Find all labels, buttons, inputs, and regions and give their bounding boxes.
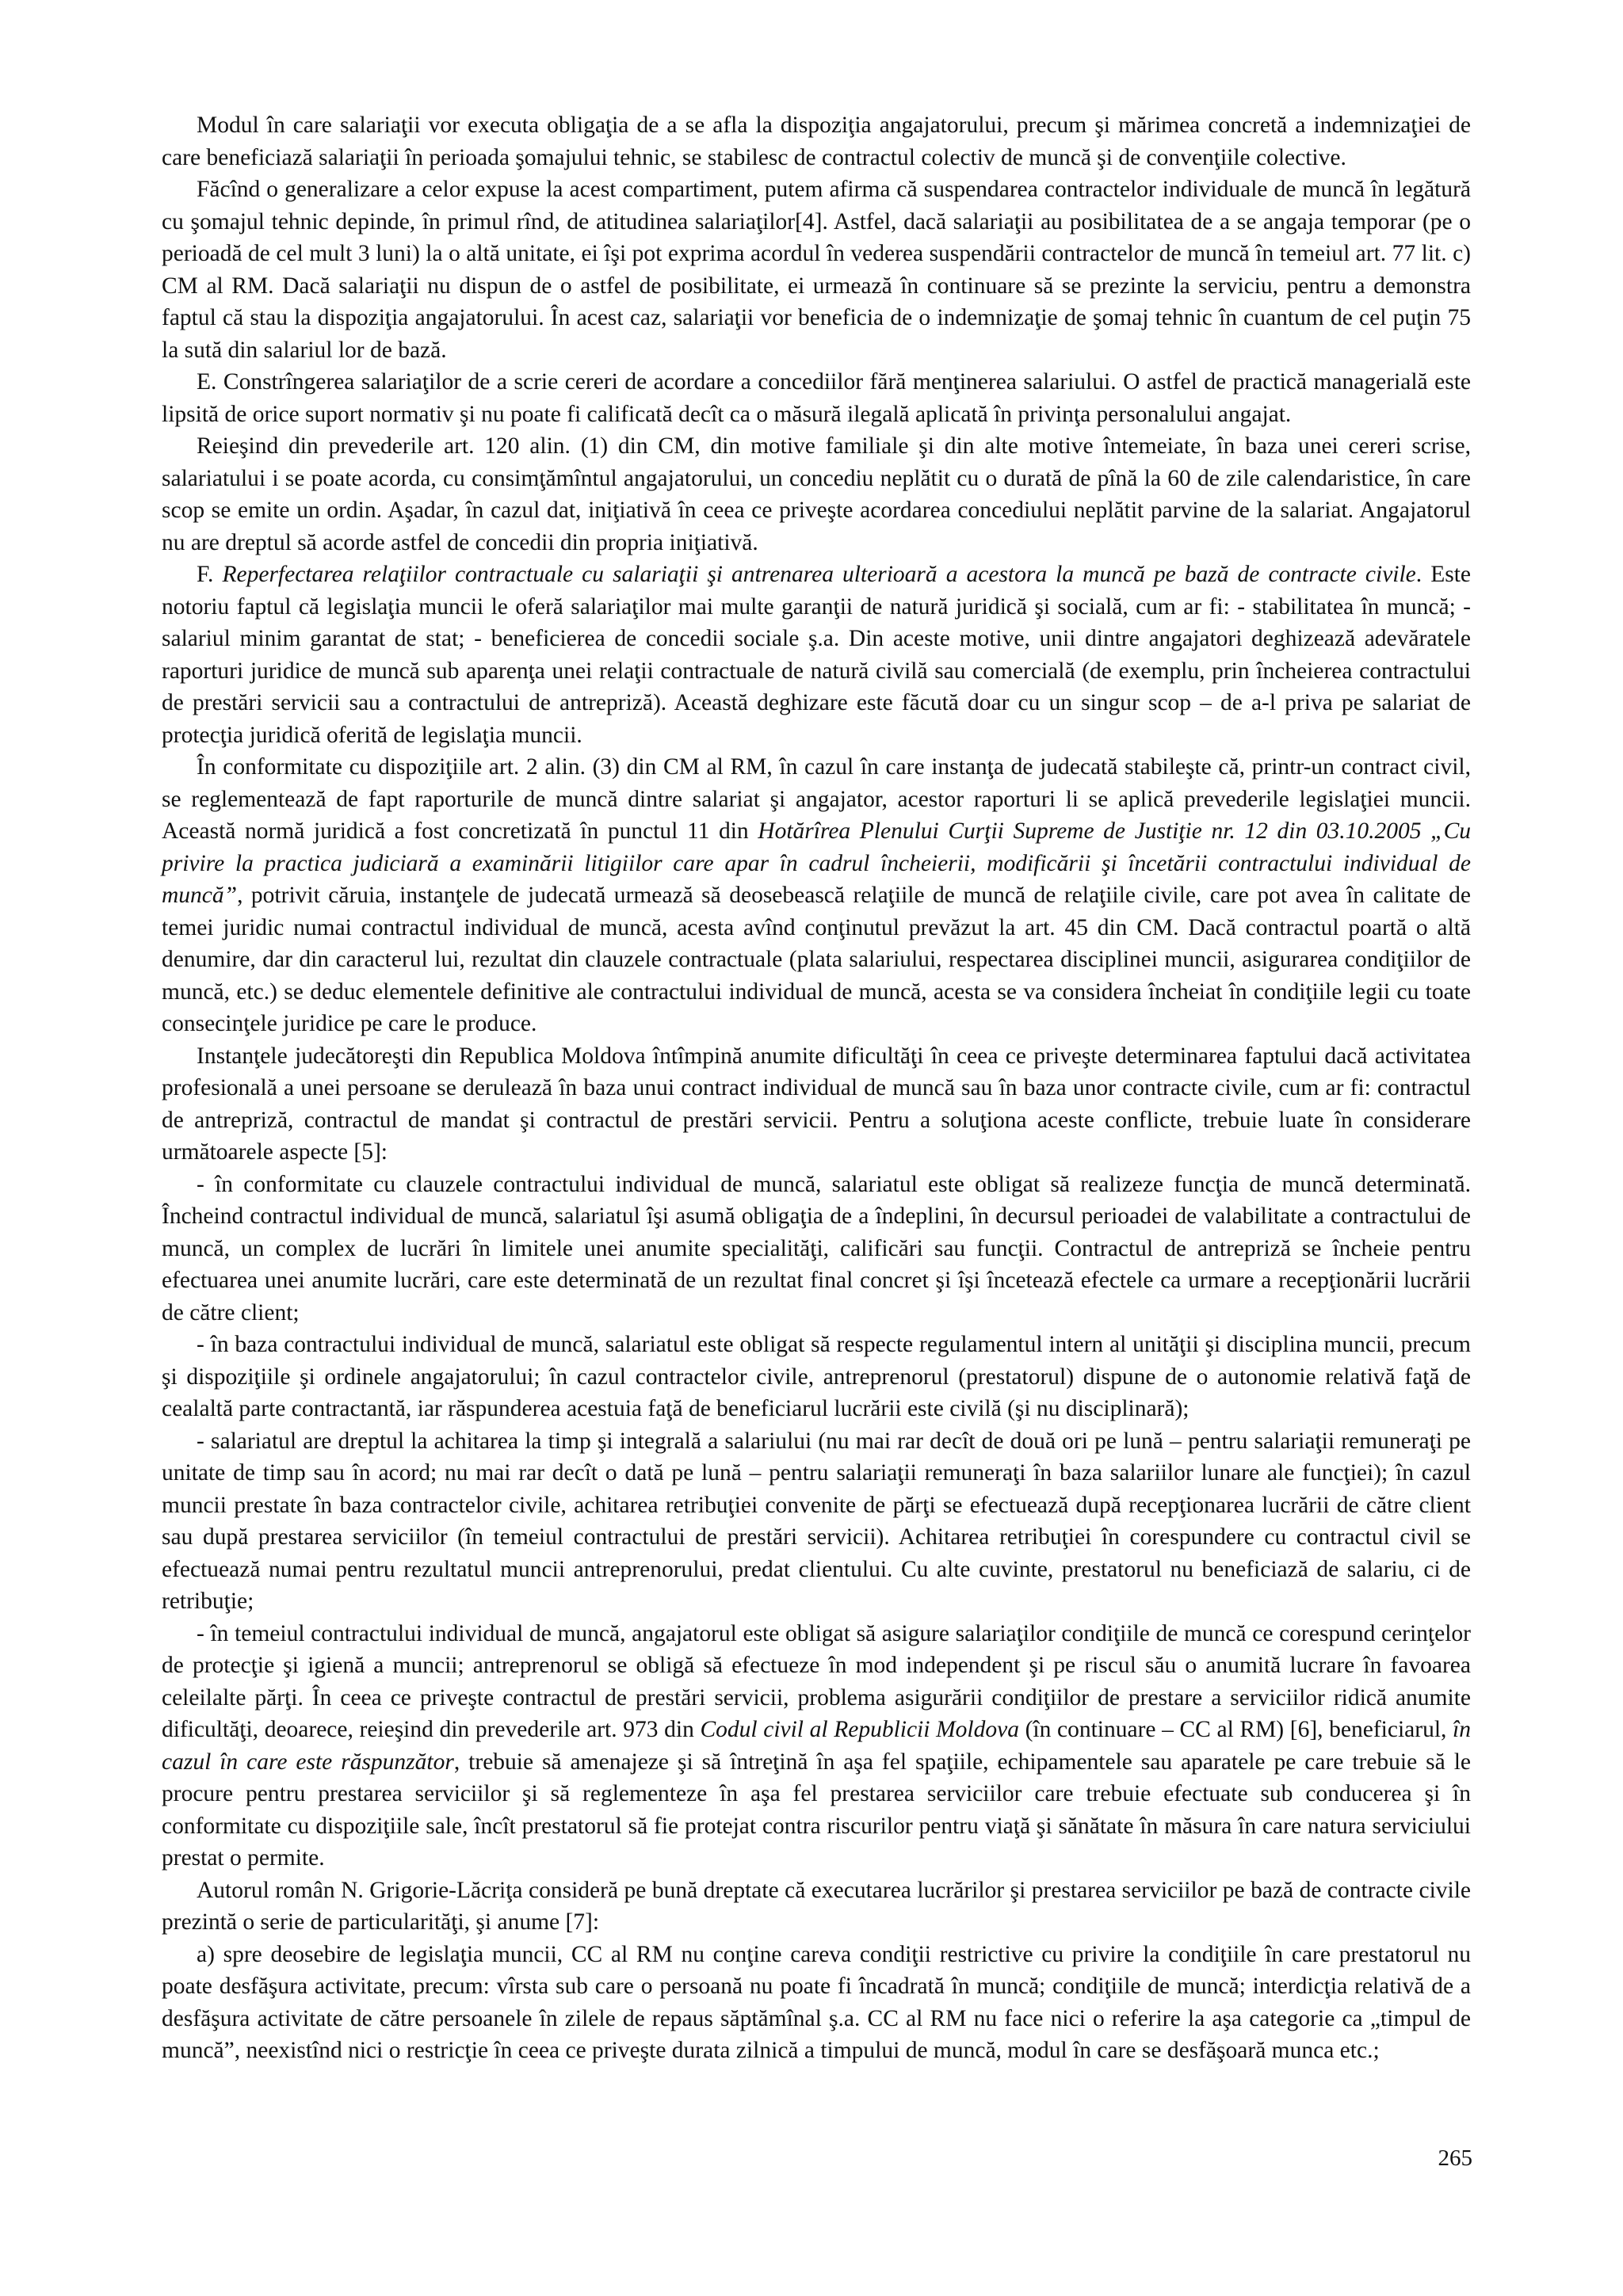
paragraph-1 (162, 109, 1471, 174)
paragraph-8 (162, 1169, 1471, 1329)
paragraph-7 (162, 1040, 1471, 1169)
paragraph-italic-heading: Reperfectarea relaţiilor contractuale cu salariaţii şi antrenarea ulterioară a acestora la muncă pe bază de contracte civile (222, 562, 1416, 587)
paragraph-text: , trebuie să amenajeze şi să întreţină în aşa fel spaţiile, echipamentele sau aparatele pe care trebuie să le procure pentru prestarea serviciilor şi să reglementeze în aşa fel prestarea serviciilor care trebuie efectuate sub conducerea şi în conformitate cu dispoziţiile sale, încît prestatorul să fie protejat contra riscurilor pentru viaţă şi sănătate în măsura în care natura serviciului prestat o permite. (162, 1749, 1471, 1871)
paragraph-3 (162, 366, 1471, 430)
paragraph-text: - salariatul are dreptul la achitarea la timp şi integrală a salariului (nu mai rar decît de două ori pe lună – pentru salariaţii remuneraţi pe unitate de timp sau în acord; nu mai rar decît o dată pe lună – pentru salariaţii remuneraţi în baza salariilor lunare ale funcţiei); în cazul muncii prestate în baza contractelor civile, achitarea retribuţiei convenite de părţi se efectuează după recepţionarea lucrării de către client sau după prestarea serviciilor (în temeiul contractului de prestări servicii). Achitarea retribuţiei în corespundere cu contractul civil se efectuează numai pentru rezultatul muncii antreprenorului, predat clientului. Cu alte cuvinte, prestatorul nu beneficiază de salariu, ci de retribuţie; (162, 1428, 1471, 1614)
paragraph-text: E. Constrîngerea salariaţilor de a scrie cereri de acordare a concediilor fără menţinerea salariului. O astfel de practică managerială este lipsită de orice suport normativ şi nu poate fi calificată decît ca o măsură ilegală aplicată în privinţa personalului angajat. (162, 369, 1471, 427)
paragraph-lead: - în temeiul contractului individual de muncă, angajatorul este obligat să asigure salariaţilor condiţiile de muncă ce corespund cerinţelor de protecţie şi igienă a muncii; antreprenorul se obligă să efectueze în mod independent şi pe riscul său o anumită lucrare în favoarea celeilalte părţi. În ceea ce priveşte contractul de prestări servicii, problema asigurării condiţiilor de prestare a serviciilor ridică anumite dificultăţi, deoarece, reieşind din prevederile art. 973 din (162, 1620, 1471, 1742)
paragraph-text: Făcînd o generalizare a celor expuse la acest compartiment, putem afirma că suspendarea contractelor individuale de muncă în legătură cu şomajul tehnic depinde, în primul rînd, de atitudinea salariaţilor[4]. Astfel, dacă salariaţii au posibilitatea de a se angaja temporar (pe o perioadă de cel mult 3 luni) la o altă unitate, ei îşi pot exprima acordul în vederea suspendării contractelor de muncă în temeiul art. 77 lit. c) CM al RM. Dacă salariaţii nu dispun de o astfel de posibilitate, ei urmează în continuare să se prezinte la serviciu, pentru a demonstra faptul că stau la dispoziţia angajatorului. În acest caz, salariaţii vor beneficia de o indemnizaţie de şomaj tehnic în cuantum de cel puţin 75 la sută din salariul lor de bază. (162, 177, 1471, 363)
document-body (162, 109, 1471, 2067)
paragraph-2 (162, 174, 1471, 366)
paragraph-12 (162, 1875, 1471, 1939)
paragraph-text: Modul în care salariaţii vor executa obligaţia de a se afla la dispoziţia angajatorului, precum şi mărimea concretă a indemnizaţiei de care beneficiază salariaţii în perioada şomajului tehnic, se stabilesc de contractul colectiv de muncă şi de convenţiile colective. (162, 113, 1471, 170)
citation-italic: Codul civil al Republicii Moldova (700, 1717, 1019, 1742)
paragraph-10 (162, 1425, 1471, 1618)
paragraph-4 (162, 430, 1471, 559)
paragraph-middle: (în continuare – CC al RM) [6], beneficiarul, (1018, 1717, 1453, 1742)
paragraph-lead: În conformitate cu dispoziţiile art. 2 alin. (3) din CM al RM, în cazul în care instanţa de judecată stabileşte că, printr-un contract civil, se reglementează de fapt raporturile de muncă dintre salariat şi angajator, acestor raporturi li se aplică prevederile legislaţiei muncii. Această normă juridică a fost concretizată în punctul 11 din (162, 754, 1471, 844)
emphasis-italic: în cazul în care este răspunzător (162, 1717, 1471, 1775)
paragraph-text: Reieşind din prevederile art. 120 alin. (1) din CM, din motive familiale şi din alte motive întemeiate, în baza unei cereri scrise, salariatului i se poate acorda, cu consimţămîntul angajatorului, un concediu neplătit cu o durată de pînă la 60 de zile calendaristice, în care scop se emite un ordin. Aşadar, în cazul dat, iniţiativă în ceea ce priveşte acordarea concediului neplătit parvine de la salariat. Angajatorul nu are dreptul să acorde astfel de concedii din propria iniţiativă. (162, 433, 1471, 555)
paragraph-text: Autorul român N. Grigorie-Lăcriţa consideră pe bună dreptate că executarea lucrărilor şi prestarea serviciilor pe bază de contracte civile prezintă o serie de particularităţi, şi anume [7]: (162, 1877, 1471, 1935)
paragraph-text: a) spre deosebire de legislaţia muncii, CC al RM nu conţine careva condiţii restrictive cu privire la condiţiile în care prestatorul nu poate desfăşura activitate, precum: vîrsta sub care o persoană nu poate fi încadrată în muncă; condiţiile de muncă; interdicţia relativă de a desfăşura activitate de către persoanele în zilele de repaus săptămînal ş.a. CC al RM nu face nici o referire la aşa categorie ca „timpul de muncă”, neexistînd nici o restricţie în ceea ce priveşte durata zilnică a timpului de muncă, modul în care se desfăşoară munca etc.; (162, 1941, 1471, 2063)
paragraph-13 (162, 1939, 1471, 2067)
paragraph-text: - în baza contractului individual de muncă, salariatul este obligat să respecte regulamentul intern al unităţii şi disciplina muncii, precum şi dispoziţiile şi ordinele angajatorului; în cazul contractelor civile, antreprenorul (prestatorul) dispune de o autonomie relativă faţă de cealaltă parte contractantă, iar răspunderea acestuia faţă de beneficiarul lucrării este civilă (şi nu disciplinară); (162, 1332, 1471, 1421)
paragraph-5 (162, 559, 1471, 751)
paragraph-lead: F. (197, 562, 223, 587)
paragraph-9 (162, 1329, 1471, 1425)
citation-italic: Hotărîrea Plenului Curţii Supreme de Justiţie nr. 12 din 03.10.2005 „Cu privire la practica judiciară a examinării litigiilor care apar în cadrul încheierii, modificării şi încetării contractului individual de muncă” (162, 818, 1471, 908)
paragraph-11 (162, 1618, 1471, 1875)
paragraph-text: Instanţele judecătoreşti din Republica Moldova întîmpină anumite dificultăţi în ceea ce priveşte determinarea faptului dacă activitatea profesională a unei persoane se derulează în baza unui contract individual de muncă sau în baza unor contracte civile, cum ar fi: contractul de antrepriză, contractul de mandat şi contractul de prestări servicii. Pentru a soluţiona aceste conflicte, trebuie luate în considerare următoarele aspecte [5]: (162, 1043, 1471, 1165)
paragraph-text: - în conformitate cu clauzele contractului individual de muncă, salariatul este obligat să realizeze funcţia de muncă determinată. Încheind contractul individual de muncă, salariatul îşi asumă obligaţia de a îndeplini, în decursul perioadei de valabilitate a contractului de muncă, un complex de lucrări în limitele unei anumite specialităţi, calificări sau funcţii. Contractul de antrepriză se încheie pentru efectuarea unei anumite lucrări, care este determinată de un rezultat final concret şi îşi încetează efectele ca urmare a recepţionării lucrării de către client; (162, 1171, 1471, 1325)
paragraph-6 (162, 751, 1471, 1040)
paragraph-text: . Este notoriu faptul că legislaţia muncii le oferă salariaţilor mai multe garanţii de natură juridică şi socială, cum ar fi: - stabilitatea în muncă; - salariul minim garantat de stat; - beneficierea de concedii sociale ş.a. Din aceste motive, unii dintre angajatori deghizează adevăratele raporturi juridice de muncă sub aparenţa unei relaţii contractuale de natură civilă sau comercială (de exemplu, prin încheierea contractului de prestări servicii sau a contractului de antrepriză). Această deghizare este făcută doar cu un singur scop – de a-l priva pe salariat de protecţia juridică oferită de legislaţia muncii. (162, 562, 1472, 748)
paragraph-text: , potrivit căruia, instanţele de judecată urmează să deosebească relaţiile de muncă de relaţiile civile, care pot avea în calitate de temei juridic numai contractul individual de muncă, acesta avînd conţinutul prevăzut la art. 45 din CM. Dacă contractul poartă o altă denumire, dar din caracterul lui, rezultat din clauzele contractuale (plata salariului, respectarea disciplinei muncii, asigurarea condiţiilor de muncă, etc.) se deduc elementele definitive ale contractului individual de muncă, acesta se va considera încheiat în condiţiile legii cu toate consecinţele juridice pe care le produce. (162, 883, 1471, 1036)
page-number: 265 (1438, 2145, 1472, 2171)
